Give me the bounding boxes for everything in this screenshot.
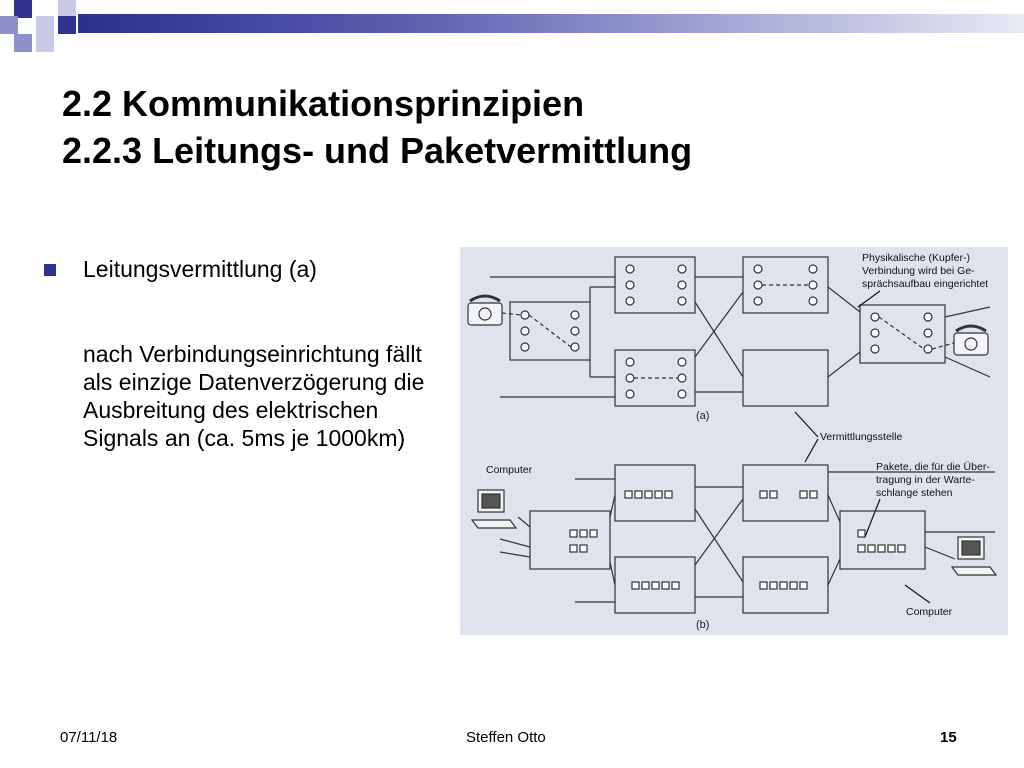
- title-line-2: 2.2.3 Leitungs- und Paketvermittlung: [62, 130, 693, 171]
- computer-right-icon: [952, 537, 996, 575]
- bullet-text: Leitungsvermittlung (a): [83, 256, 317, 282]
- packet-switching-diagram: [472, 461, 996, 631]
- deco-square: [36, 34, 54, 52]
- footer-author: Steffen Otto: [466, 729, 546, 746]
- deco-square: [36, 16, 54, 34]
- caption-packets-3: schlange stehen: [876, 487, 953, 499]
- caption-physical-1: Physikalische (Kupfer-): [862, 252, 970, 264]
- bullet-marker: [44, 264, 56, 276]
- computer-left-icon: [472, 490, 516, 528]
- label-a: (a): [696, 410, 710, 422]
- label-b: (b): [696, 619, 710, 631]
- caption-computer-right: Computer: [906, 606, 953, 618]
- footer-date: 07/11/18: [60, 729, 118, 746]
- footer-page-number: 15: [940, 729, 957, 746]
- caption-packets-2: tragung in der Warte-: [876, 474, 975, 486]
- deco-square: [58, 16, 76, 34]
- slide-title: [62, 80, 962, 174]
- deco-square: [0, 16, 18, 34]
- caption-physical-3: sprächsaufbau eingerichtet: [862, 278, 989, 290]
- caption-computer-left: Computer: [486, 464, 533, 476]
- telephone-left-icon: [468, 296, 502, 325]
- switch-box-b6: [840, 511, 925, 569]
- title-line-1: 2.2 Kommunikationsprinzipien: [62, 83, 585, 124]
- switch-box-b1: [530, 511, 610, 569]
- header-gradient-bar: [78, 14, 1024, 33]
- caption-physical-2: Verbindung wird bei Ge-: [862, 265, 975, 277]
- deco-square: [14, 34, 32, 52]
- switch-box-a5: [743, 350, 828, 406]
- switching-diagram: [460, 247, 1008, 635]
- caption-packets-1: Pakete, die für die Über-: [876, 461, 990, 473]
- caption-switch: Vermittlungsstelle: [820, 431, 903, 443]
- body-paragraph: nach Verbindungseinrichtung fällt als einzige Datenverzögerung die Ausbreitung des elektrischen Signals an (ca. 5ms je 1000km): [83, 341, 425, 451]
- circuit-switching-diagram: [468, 252, 990, 422]
- telephone-right-icon: [954, 326, 988, 355]
